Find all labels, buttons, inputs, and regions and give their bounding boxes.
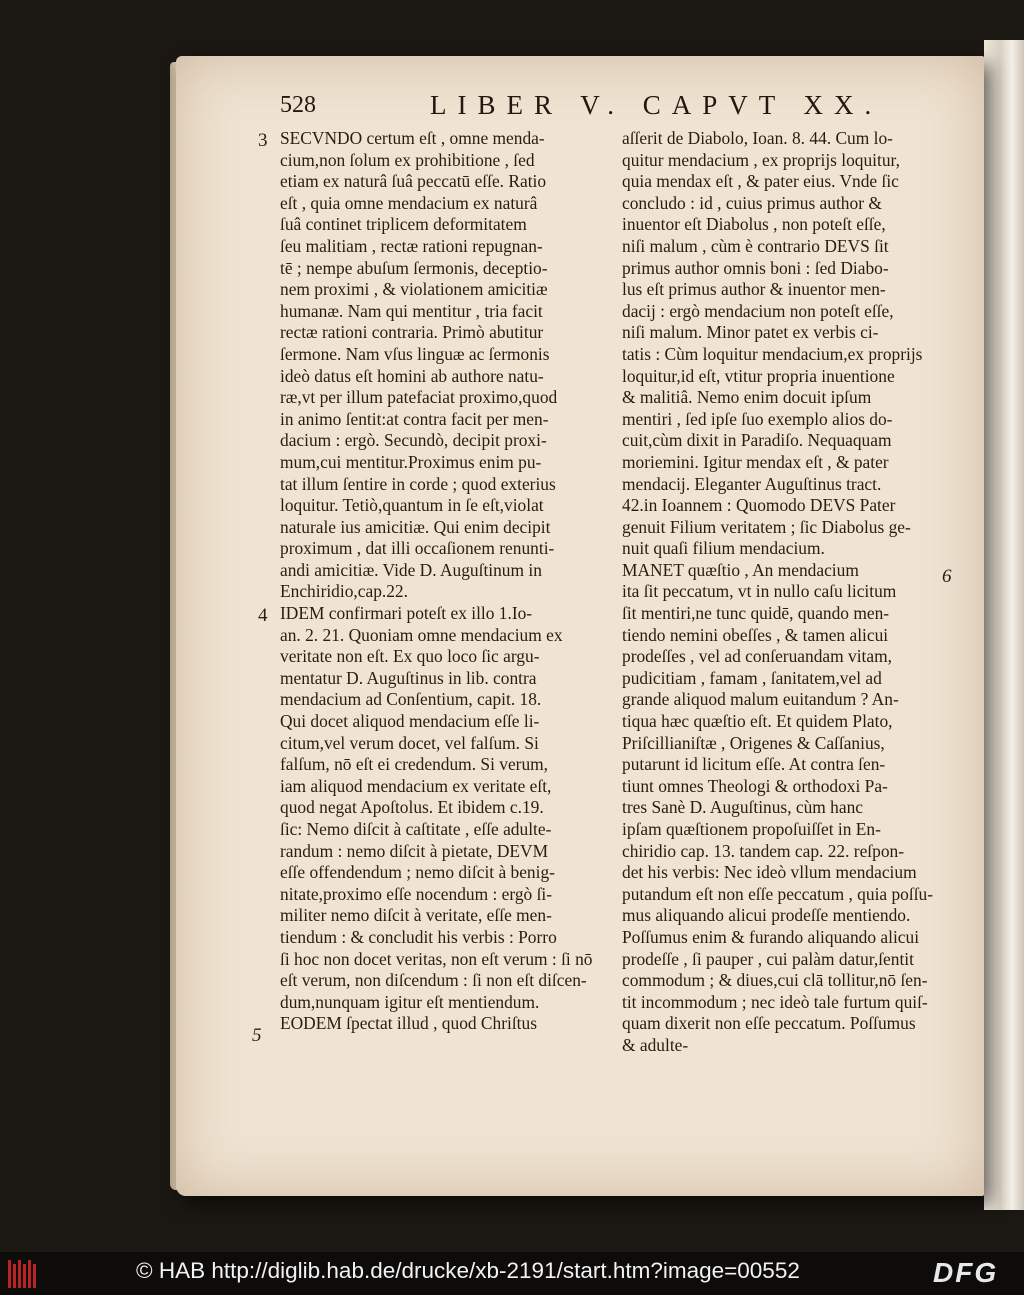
text-line: loquitur,id eſt, vtitur propria inuentione (622, 365, 895, 386)
text-line: ſic: Nemo diſcit à caſtitate , eſſe adulte- (280, 819, 552, 839)
next-page-edge (984, 40, 1024, 1210)
text-line: eſt , quia omne mendacium ex naturâ (280, 192, 538, 213)
text-line: tiendum : & concludit his verbis : Porro (280, 926, 557, 947)
text-line: mentatur D. Auguſtinus in lib. contra (280, 667, 537, 688)
text-line: ſi hoc non docet veritas, non eſt verum : ſi nō (280, 948, 593, 969)
dfg-logo: DFG (933, 1257, 999, 1288)
text-line: nitate,proximo eſſe nocendum : ergò ſi- (280, 883, 553, 904)
text-line: dum,nunquam igitur eſt mentiendum. (280, 991, 540, 1012)
page-number: 528 (280, 92, 316, 118)
text-line: tiunt omnes Theologi & orthodoxi Pa- (622, 775, 888, 796)
text-line: tres Sanè D. Auguſtinus, cùm hanc (622, 797, 864, 818)
text-line: & malitiâ. Nemo enim docuit ipſum (622, 387, 872, 408)
margin-number: 6 (942, 566, 952, 587)
text-line: dacij : ergò mendacium non poteſt eſſe, (622, 300, 894, 321)
text-line: inuentor eſt Diabolus , non poteſt eſſe, (622, 214, 886, 235)
text-line: cium,non ſolum ex prohibitione , ſed (280, 149, 535, 170)
text-line: niſi malum , cùm è contrario DEVS ſit (622, 235, 889, 256)
text-column-left (280, 128, 598, 1035)
text-line: falſum, nō eſt ei credendum. Si verum, (280, 754, 549, 775)
text-line: mendacium ad Conſentium, capit. 18. (280, 689, 542, 710)
text-line: concludo : id , cuius primus author & (622, 192, 882, 213)
text-line: ſuâ continet triplicem deformitatem (280, 214, 527, 235)
text-line: det his verbis: Nec ideò vllum mendacium (622, 862, 917, 883)
text-line: putandum eſt non eſſe peccatum , quia poſſu- (622, 883, 934, 904)
text-line: EODEM ſpectat illud , quod Chriſtus (280, 1013, 537, 1034)
text-line: loquitur. Tetiò,quantum in ſe eſt,violat (280, 495, 544, 516)
text-line: genuit Filium veritatem ; ſic Diabolus ge- (622, 516, 911, 537)
text-line: etiam ex naturâ ſuâ peccatū eſſe. Ratio (280, 171, 547, 192)
text-line: quitur mendacium , ex proprijs loquitur, (622, 149, 900, 170)
text-line: humanæ. Nam qui mentitur , tria facit (280, 300, 543, 321)
text-line: militer nemo diſcit à veritate, eſſe men- (280, 905, 552, 926)
text-line: veritate non eſt. Ex quo loco ſic argu- (280, 646, 540, 667)
text-line: mum,cui mentitur.Proximus enim pu- (280, 451, 542, 472)
text-line: lus eſt primus author & inuentor men- (622, 279, 886, 300)
text-line: aſſerit de Diabolo, Ioan. 8. 44. Cum lo- (622, 128, 893, 148)
text-line: tiqua hæc quæſtio eſt. Et quidem Plato, (622, 711, 893, 732)
text-line: mentiri , ſed ipſe ſuo exemplo alios do- (622, 408, 893, 429)
text-line: primus author omnis boni : ſed Diabo- (622, 257, 889, 278)
footer-bar (0, 1252, 1024, 1295)
text-line: commodum ; & diues,cui clā tollitur,nō ſen- (622, 970, 928, 991)
text-line: nem proximi , & violationem amicitiæ (280, 279, 548, 300)
margin-number: 3 (258, 130, 268, 151)
text-line: prodeſſe , ſi pauper , cui palàm datur,ſentit (622, 948, 914, 969)
text-line: mus aliquando alicui prodeſſe mentiendo. (622, 905, 911, 926)
text-line: quod negat Apoſtolus. Et ibidem c.19. (280, 797, 544, 818)
text-line: tit incommodum ; nec ideò tale furtum quiſ- (622, 991, 928, 1012)
text-line: & adulte- (622, 1034, 689, 1055)
text-line: naturale ius amicitiæ. Qui enim decipit (280, 516, 551, 537)
page-header (280, 92, 960, 124)
text-line: chiridio cap. 13. tandem cap. 22. reſpon- (622, 840, 905, 861)
text-line: mendacij. Eleganter Auguſtinus tract. (622, 473, 882, 494)
hab-logo-icon (6, 1258, 36, 1290)
text-line: ipſam quæſtionem propoſuiſſet in En- (622, 819, 881, 839)
text-line: moriemini. Igitur mendax eſt , & pater (622, 451, 889, 472)
text-line: dacium : ergò. Secundò, decipit proxi- (280, 430, 547, 451)
text-line: an. 2. 21. Quoniam omne mendacium ex (280, 624, 563, 645)
text-line: quam dixerit non eſſe peccatum. Poſſumus (622, 1013, 916, 1034)
text-line: Poſſumus enim & furando aliquando alicui (622, 926, 920, 947)
text-line: ſermone. Nam vſus linguæ ac ſermonis (280, 343, 550, 364)
text-line: iam aliquod mendacium ex veritate eſt, (280, 775, 552, 796)
text-line: andi amicitiæ. Vide D. Auguſtinum in (280, 559, 542, 580)
text-column-right (622, 128, 940, 1057)
text-line: Priſcillianiſtæ , Origenes & Caſſanius, (622, 732, 885, 753)
text-line: in animo ſentit:at contra facit per men- (280, 408, 549, 429)
text-line: Qui docet aliquod mendacium eſſe li- (280, 711, 540, 732)
text-line: putarunt id licitum eſſe. At contra ſen- (622, 754, 886, 775)
text-line: IDEM confirmari poteſt ex illo 1.Io- (280, 603, 533, 624)
copyright-link[interactable]: © HAB http://diglib.hab.de/drucke/xb-2191/start.htm?image=00552 (136, 1258, 800, 1283)
text-line: grande aliquod malum euitandum ? An- (622, 689, 899, 710)
text-line: tat illum ſentire in corde ; quod exterius (280, 473, 556, 494)
margin-number: 5 (252, 1025, 262, 1046)
text-line: tiendo nemini obeſſes , & tamen alicui (622, 624, 889, 645)
text-line: citum,vel verum docet, vel falſum. Si (280, 732, 539, 753)
text-line: eſt verum, non diſcendum : ſi non eſt diſcen- (280, 970, 587, 991)
text-line: quia mendax eſt , & pater eius. Vnde ſic (622, 171, 899, 192)
text-line: prodeſſes , vel ad conſeruandam vitam, (622, 646, 892, 667)
text-line: SECVNDO certum eſt , omne menda- (280, 128, 545, 148)
text-line: tē ; nempe abuſum ſermonis, deceptio- (280, 257, 548, 278)
text-line: ita ſit peccatum, vt in nullo caſu licitum (622, 581, 897, 602)
text-line: ſit mentiri,ne tunc quidē, quando men- (622, 603, 890, 624)
running-head: LIBER V. CAPVT XX. (430, 90, 883, 120)
text-line: MANET quæſtio , An mendacium (622, 559, 859, 580)
text-line: 42.in Ioannem : Quomodo DEVS Pater (622, 495, 896, 516)
text-line: tatis : Cùm loquitur mendacium,ex proprijs (622, 343, 923, 364)
text-line: nuit quaſi filium mendacium. (622, 538, 825, 559)
text-line: ræ,vt per illum patefaciat proximo,quod (280, 387, 558, 408)
text-line: randum : nemo diſcit à pietate, DEVM (280, 840, 549, 861)
text-line: ſeu malitiam , rectæ rationi repugnan- (280, 235, 543, 256)
text-line: niſi malum. Minor patet ex verbis ci- (622, 322, 879, 343)
text-line: rectæ rationi contraria. Primò abutitur (280, 322, 544, 343)
text-line: Enchiridio,cap.22. (280, 581, 408, 602)
margin-number: 4 (258, 605, 268, 626)
text-line: proximum , dat illi occaſionem renunti- (280, 538, 555, 559)
text-line: cuit,cùm dixit in Paradiſo. Nequaquam (622, 430, 892, 451)
text-line: eſſe offendendum ; nemo diſcit à benig- (280, 862, 555, 883)
text-line: pudicitiam , famam , ſanitatem,vel ad (622, 667, 882, 688)
text-line: ideò datus eſt homini ab authore natu- (280, 365, 544, 386)
